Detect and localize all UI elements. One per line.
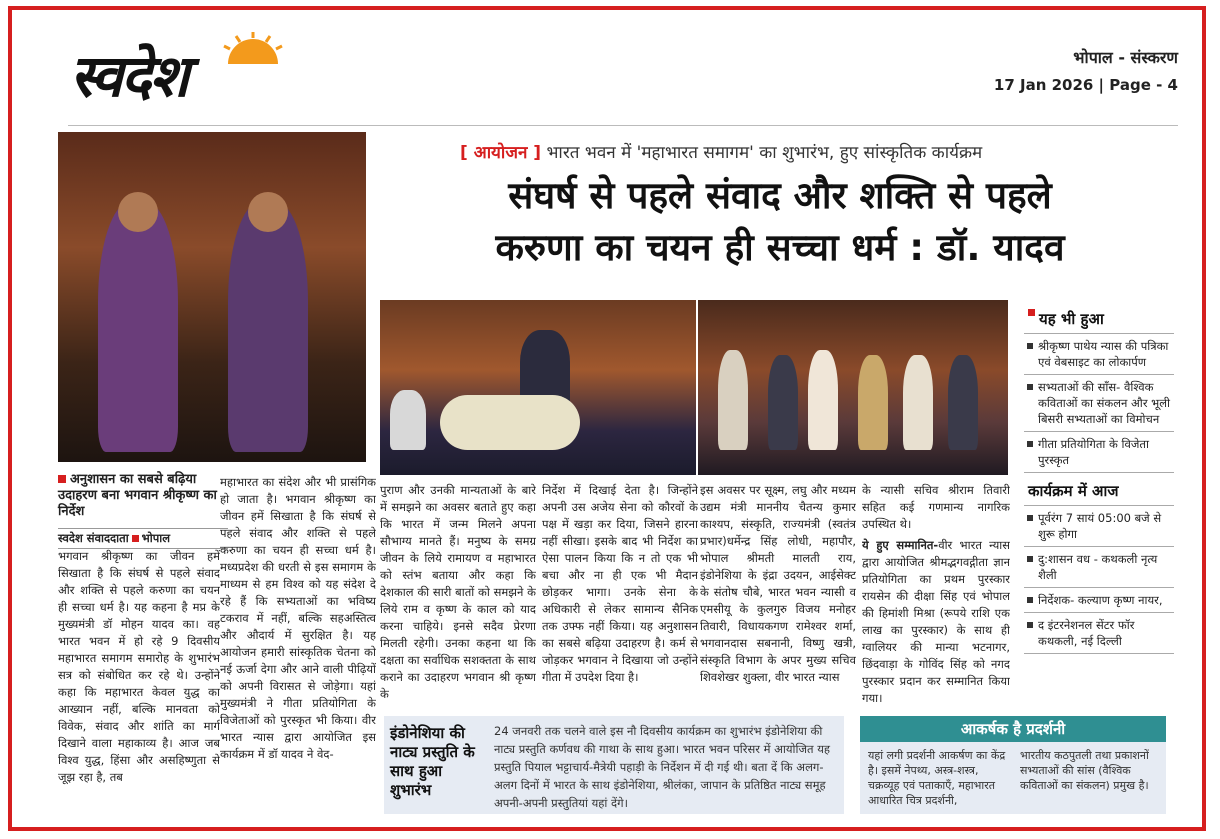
indonesia-box-body: 24 जनवरी तक चलने वाले इस नौ दिवसीय कार्यक्रम का शुभारंभ इंडोनेशिया की नाट्य प्रस्तुति कर्णवध की गाथा के साथ हुआ। भारत भवन परिसर में आयोजित यह प्रस्तुति पियाल भट्टाचार्य-मैत्रेयी पहाड़ी के निर्देशन में दी गई थी। बता दें कि अलग-अलग दिनों में भारत के साथ इंडोनेशिया, श्रीलंका, जापान के प्रतिष्ठित नाट्य समूह अपनी-अपनी प्रस्तुतियां यहां देंगे। — [494, 724, 831, 810]
sidebar-item: निर्देशक- कल्याण कृष्ण नायर, — [1024, 588, 1174, 613]
bullet-icon — [132, 535, 139, 542]
article-column-1: भगवान श्रीकृष्ण का जीवन हमें सिखाता है कि संघर्ष से पहले संवाद और शक्ति से पहले करुणा का चयन ही सच्चा धर्म है। यह कहना है मप्र के मुख्यमंत्री डॉ मोहन यादव का। वह भारत भवन में हो रहे 9 दिवसीय महाभारत समागम समारोह के शुभारंभ सत्र को संबोधित कर रहे थे। उन्होंने कहा कि महाभारत केवल युद्ध का आख्यान नहीं, बल्कि मानवता को विवेक, संवाद और शांति का मार्ग दिखाने वाला महाकाव्य है। आज जब विश्व युद्ध, हिंसा और असहिष्णुता से जूझ रहा है, तब — [58, 549, 220, 784]
exhibition-text-right: भारतीय कठपुतली तथा प्रकाशनों सभ्यताओं की सांस (वैश्विक कविताओं का संकलन) प्रमुख है। — [1020, 749, 1149, 792]
byline-place: भोपाल — [141, 531, 171, 545]
byline — [58, 528, 228, 549]
masthead-logo — [70, 30, 370, 110]
dancers-photo — [58, 132, 366, 462]
sidebar-heading-programme-today: कार्यक्रम में आज — [1024, 477, 1174, 506]
sidebar — [1024, 305, 1174, 705]
article-column-6 — [862, 482, 1010, 712]
kicker-text: भारत भवन में 'महाभारत समागम' का शुभारंभ, हुए सांस्कृतिक कार्यक्रम — [546, 143, 983, 163]
felicitation-photo — [698, 300, 1008, 475]
logo-wordmark: स्वदेश — [70, 42, 188, 110]
headline-line-2: करुणा का चयन ही सच्चा धर्म : डॉ. यादव — [495, 226, 1065, 269]
honoured-text: वीर भारत न्यास द्वारा आयोजित श्रीमद्भगवद्गीता ज्ञान प्रतियोगिता का प्रथम पुरस्कार रायसेन की दीक्षा सिंह एवं भोपाल की हिमांशी मिश्रा (रूपये राशि एक लाख का पुरस्कार) के साथ ही ग्वालियर की मान्या भटनागर, छिंदवाड़ा के गोविंद सिंह को नगद पुरस्कार प्रदान कर सम्मानित किया गया। — [862, 538, 1010, 705]
exhibition-text-left: यहां लगी प्रदर्शनी आकर्षण का केंद्र है। इसमें नेपथ्य, अस्त्र-शस्त्र, चक्रव्यूह एवं पताकाएँ, महाभारत आधारित चित्र प्रदर्शनी, — [868, 749, 1006, 807]
stage-speech-photo — [380, 300, 696, 475]
honoured-lead: ये हुए सम्मानित- — [862, 538, 939, 552]
article-column-3: पुराण और उनकी मान्यताओं के बारे में समझने का अवसर बताते हुए कहा कि भारत में जन्म मिलने अपना सौभाग्य मानते हैं। मनुष्य के समग्र जीवन के लिये रामायण व महाभारत को स्तंभ बताया और कहा कि देशकाल की सारी बातों को समझने के लिये राम व कृष्ण के काल को याद करना चाहिये। इनसे सदैव प्रेरणा मिलती रहेगी। उनका कहना था कि दक्षता का सर्वाधिक सशक्तता के साथ कराने का उदाहरण भगवान श्री कृष्ण के — [380, 483, 536, 701]
sidebar-heading-also-happened — [1024, 305, 1174, 334]
article-column-2: महाभारत का संदेश और भी प्रासंगिक हो जाता है। भगवान श्रीकृष्ण का जीवन हमें सिखाता है कि संघर्ष से पहले संवाद और शक्ति से पहले करुणा का चयन ही सच्चा धर्म है। मध्यप्रदेश की धरती से इस समागम के माध्यम से हम विश्व को यह संदेश दे रहे हैं कि सभ्यताओं का भविष्य टकराव में नहीं, बल्कि सहअस्तित्व और औदार्य में सुरक्षित है। यह आयोजन हमारी सांस्कृतिक चेतना को नई ऊर्जा देगा और आने वाली पीढ़ियों को अपनी विरासत से जोड़ेगा। यहां मुख्यमंत्री ने गीता प्रतियोगिता के विजेताओं को पुरस्कृत भी किया। वीर भारत न्यास द्वारा आयोजित इस कार्यक्रम में डॉ यादव ने वेद- — [220, 475, 376, 761]
kicker-tag: [ आयोजन ] — [460, 143, 542, 163]
edition-label: भोपाल - संस्करण — [1073, 48, 1178, 67]
indonesia-box — [384, 716, 844, 814]
headline — [380, 170, 1180, 274]
headline-line-1: संघर्ष से पहले संवाद और शक्ति से पहले — [508, 174, 1052, 217]
photo-caption — [58, 472, 228, 520]
bullet-icon — [1028, 309, 1035, 316]
sidebar-item: श्रीकृष्ण पाथेय न्यास की पत्रिका एवं वेबसाइट का लोकार्पण — [1024, 334, 1174, 375]
photo-caption-text: अनुशासन का सबसे बढ़िया उदाहरण बना भगवान श्रीकृष्ण का निर्देश — [58, 472, 217, 519]
sidebar-item: पूर्वरंग 7 सायं 05:00 बजे से शुरू होगा — [1024, 506, 1174, 547]
sun-logo-icon — [218, 30, 288, 66]
column-6-intro: के न्यासी सचिव श्रीराम तिवारी सहित कई गणमान्य नागरिक उपस्थित थे। — [862, 483, 1010, 531]
exhibition-box-title: आकर्षक है प्रदर्शनी — [860, 716, 1166, 742]
sidebar-item: द इंटरनेशनल सेंटर फॉर कथकली, नई दिल्ली — [1024, 613, 1174, 654]
byline-source: स्वदेश संवाददाता — [58, 531, 129, 545]
indonesia-box-title: इंडोनेशिया की नाट्य प्रस्तुति के साथ हुआ शुभारंभ — [390, 724, 475, 799]
dateline: 17 Jan 2026 | Page - 4 — [993, 76, 1178, 94]
sidebar-heading-1-text: यह भी हुआ — [1039, 310, 1104, 328]
kicker — [460, 140, 982, 163]
exhibition-box — [860, 716, 1166, 814]
sidebar-item: सभ्यताओं की साँस- वैश्विक कविताओं का संकलन और भूली बिसरी सभ्यताओं का विमोचन — [1024, 375, 1174, 432]
sidebar-item: गीता प्रतियोगिता के विजेता पुरस्कृत — [1024, 432, 1174, 473]
sidebar-item: दु:शासन वध - कथकली नृत्य शैली — [1024, 547, 1174, 588]
article-column-5: इस अवसर पर सूक्ष्म, लघु और मध्यम उद्यम मंत्री माननीय चैतन्य कुमार काश्यप, संस्कृति, राज्यमंत्री (स्वतंत्र प्रभार)धर्मेन्द्र सिंह लोधी, महापौर, भोपाल श्रीमती मालती राय, इंडोनेशिया के इंद्रा उदयन, आईसेक्ट के संतोष चौबे, भारत भवन न्यासी व एमसीयू के कुलगुरु विजय मनोहर तिवारी, विधायकगण रामेश्वर शर्मा, भगवानदास सबनानी, विष्णु खत्री, संस्कृति विभाग के अपर मुख्य सचिव शिवशेखर शुक्ला, वीर भारत न्यास — [700, 483, 856, 684]
masthead-divider — [68, 125, 1178, 126]
newspaper-page — [8, 6, 1206, 831]
bullet-icon — [58, 475, 66, 483]
article-column-4: निर्देश में दिखाई देता है। जिन्होंने अपनी उस अजेय सेना को कौरवों के पक्ष में खड़ा कर दिया, जिसने हारना नहीं सीखा। इसके बाद भी निर्देश का ऐसा पालन किया कि न तो एक भी बचा और ना ही एक भी मैदान छोड़कर भागा। उनके सेना के अधिकारी से लेकर सामान्य सैनिक तक उफ्फ नहीं किया। यह अनुशासन का सबसे बढ़िया उदाहरण है। कर्म से जोड़कर भगवान ने दिखाया जो उन्होंने गीता में उपदेश दिया है। — [542, 483, 698, 684]
